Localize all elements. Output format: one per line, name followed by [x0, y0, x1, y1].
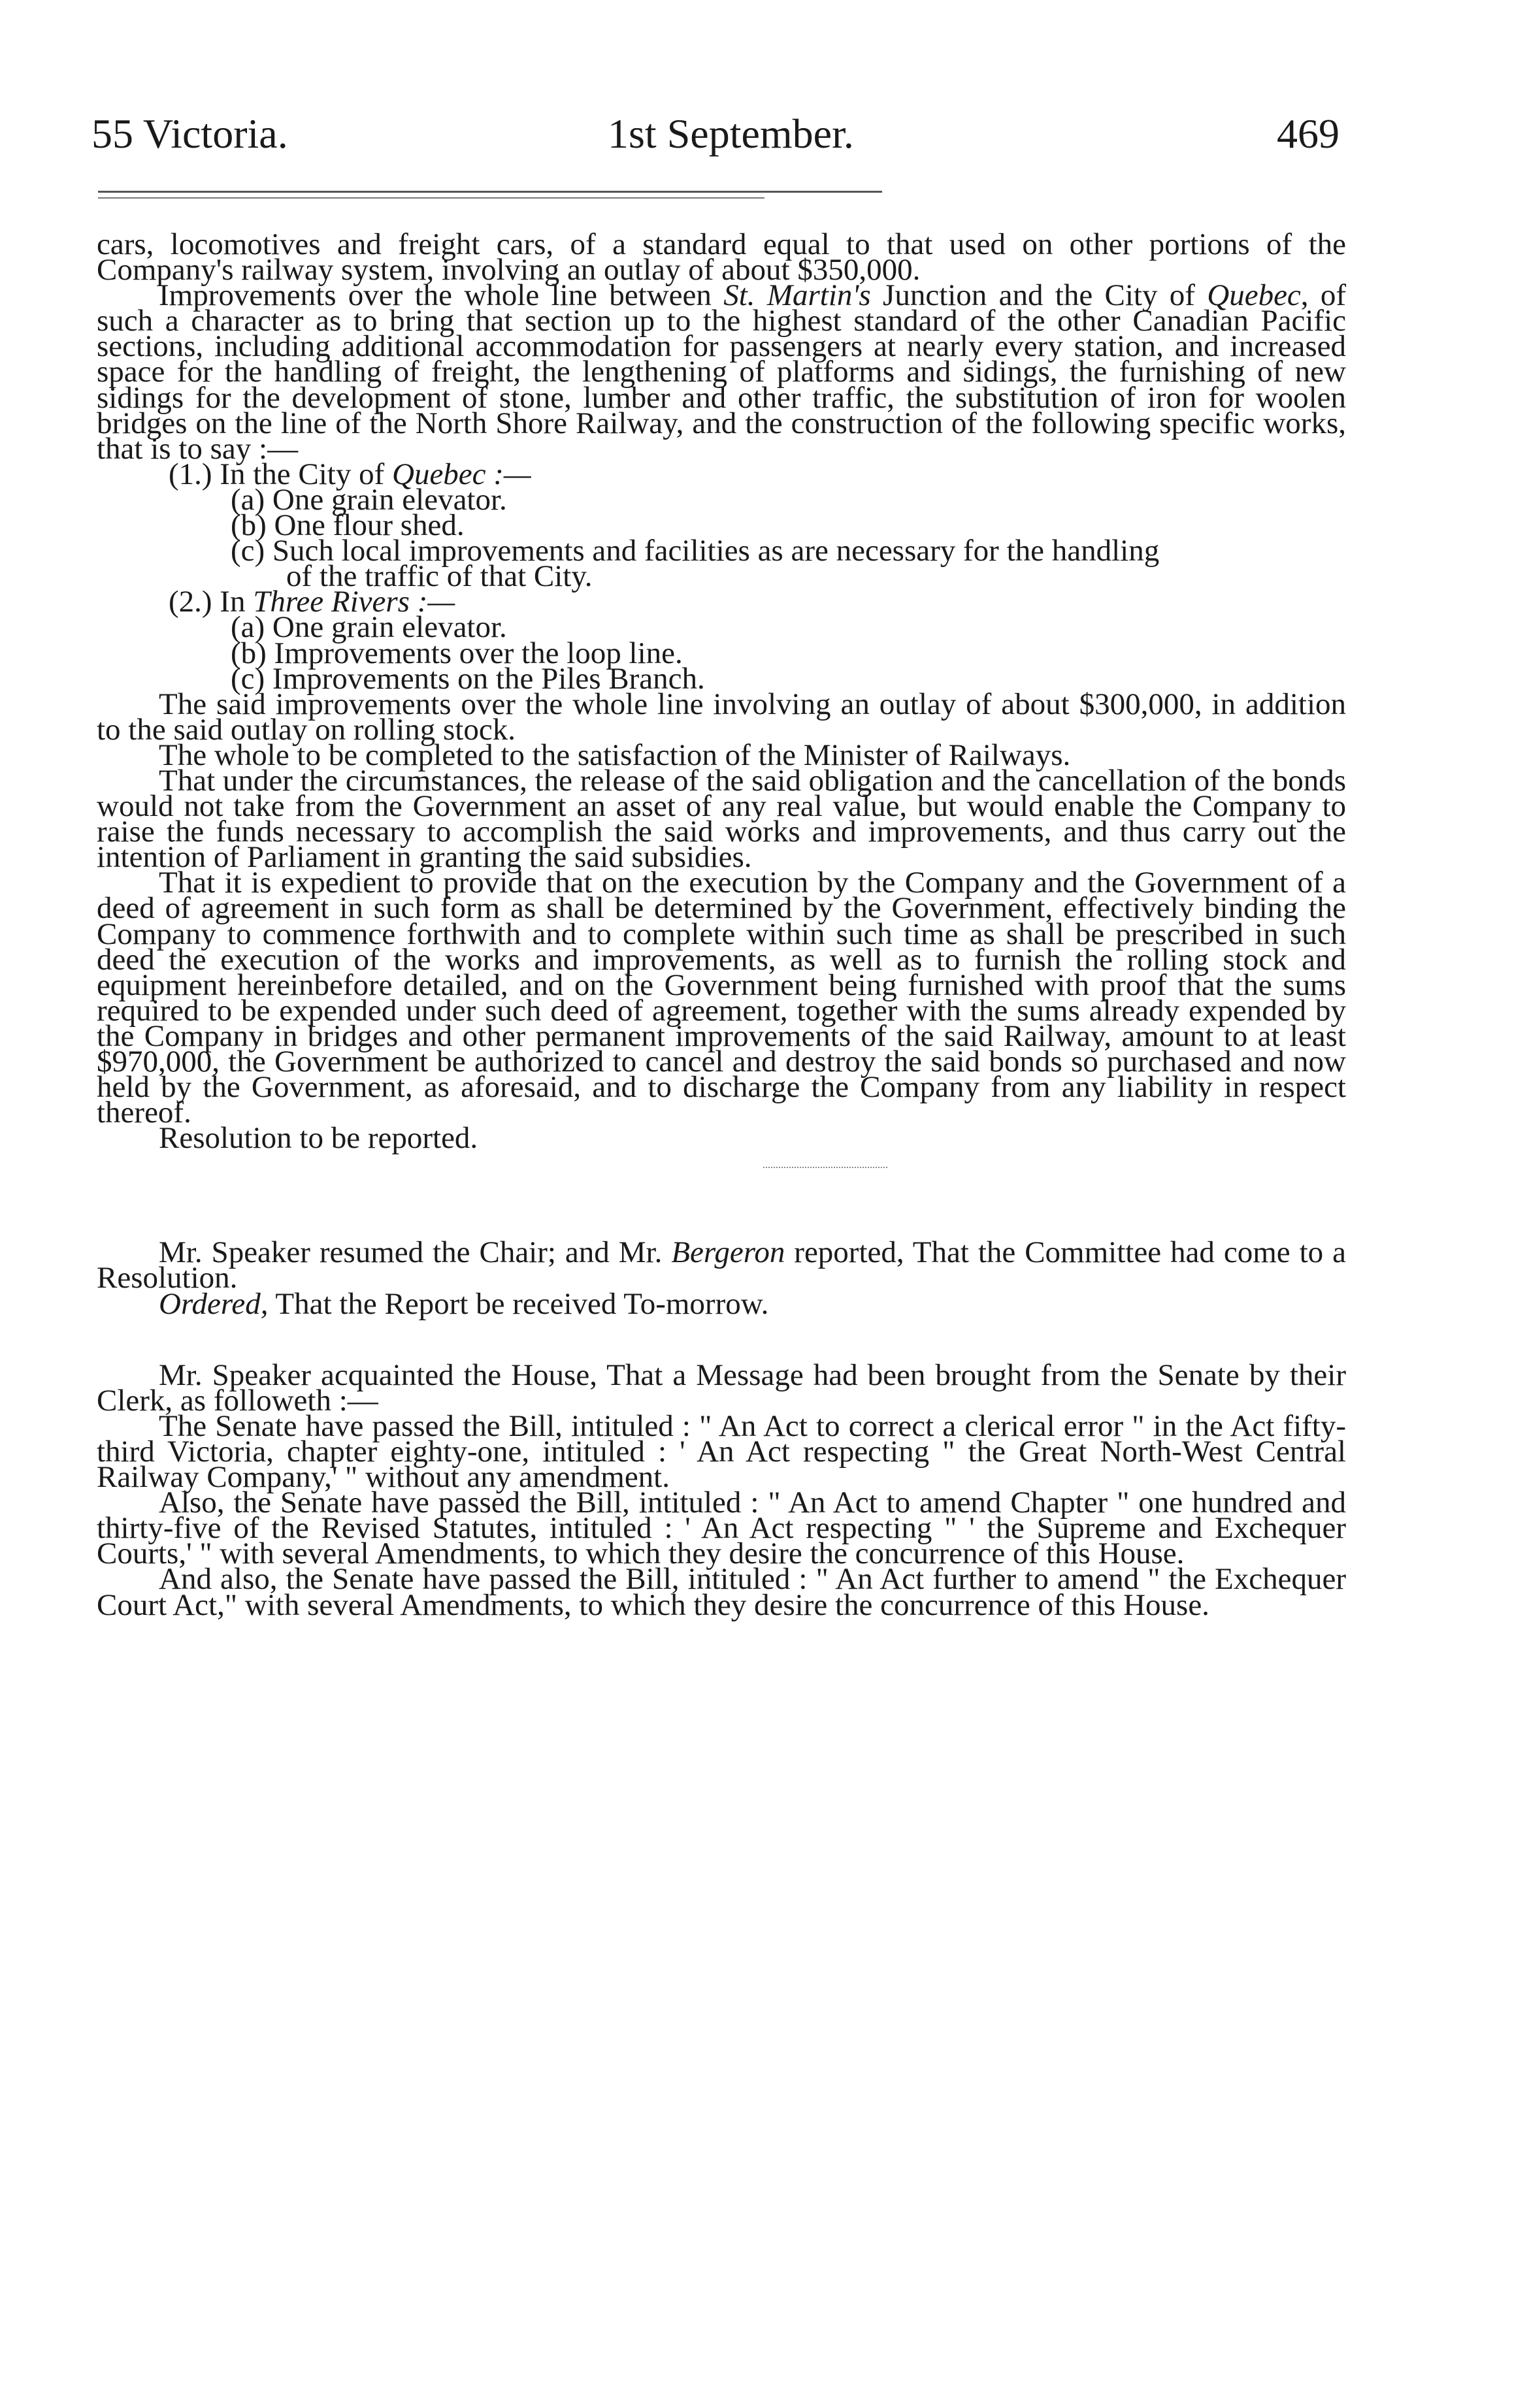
text-run: Mr. Speaker resumed the Chair; and Mr.	[159, 1235, 672, 1270]
paragraph-outlay: The said improvements over the whole line involving an outlay of about $300,000, in addition to the said outlay on rolling stock.	[97, 687, 1346, 747]
text-run: (2.) In	[169, 585, 254, 619]
text-run: That the Report be received To-morrow.	[268, 1286, 769, 1321]
paragraph-resolution: Resolution to be reported.	[159, 1121, 478, 1156]
paragraph-ordered	[97, 1286, 1346, 1321]
paragraph-deed-of-agreement: That it is expedient to provide that on the execution by the Company and the Government of a deed of agreement in such form as shall be determined by the Government, effectively binding the Company to commence forthwith and to complete within such time as shall be prescribed in such deed the execution of the works and improvements, as well as to furnish the rolling stock and equipment hereinbefore detailed, and on the Government being furnished with proof that the sums required to be expended under such deed of agreement, together with the sums already expended by the Company in bridges and other permanent improvements of the said Railway, amount to at least $970,000, the Government be authorized to cancel and destroy the said bonds so purchased and now held by the Government, as aforesaid, and to discharge the Company from any liability in respect thereof.	[97, 866, 1346, 1130]
page-date: 1st September.	[608, 110, 854, 157]
place-name: Quebec	[1207, 278, 1301, 313]
regnal-year: 55 Victoria.	[91, 110, 288, 157]
ordered-label: Ordered,	[159, 1286, 269, 1321]
text-run: reported, That the Committee had come to a Resolution.	[97, 1235, 1346, 1295]
page-header	[91, 110, 1340, 162]
paragraph-speaker-resumed	[97, 1235, 1346, 1295]
list-subitem: (a) One grain elevator.	[231, 482, 507, 517]
text-run: Improvements over the whole line between	[159, 278, 724, 313]
member-name: Bergeron	[671, 1235, 785, 1270]
list-subitem: (b) One flour shed.	[231, 508, 465, 543]
paragraph-bill-exchequer-court: And also, the Senate have passed the Bill, intituled : " An Act further to amend " the Exchequer Court Act," with several Amendments, to which they desire the concurrence of this House.	[97, 1562, 1346, 1622]
text-run: (c) Such local improvements and facilities as are necessary for the handling	[231, 534, 1160, 568]
text-run: , of such a character as to bring that section up to the highest standard of the other Canadian Pacific sections, including additional accommodation for passengers at nearly every station, and increased space for the handling of freight, the lengthening of platforms and sidings, the furnishing of new sidings for the development of stone, lumber and other traffic, the substitution of iron for woolen bridges on the line of the North Shore Railway, and the construction of the following specific works, that is to say :—	[97, 278, 1347, 466]
paragraph-completion: The whole to be completed to the satisfaction of the Minister of Railways.	[159, 738, 1071, 772]
place-name: Quebec :—	[392, 457, 531, 491]
list-subitem	[97, 534, 1346, 594]
place-name: St. Martin's	[723, 278, 871, 313]
list-subitem: (b) Improvements over the loop line.	[231, 636, 683, 670]
header-rule-secondary	[98, 197, 764, 199]
text-run: Junction and the City of	[870, 278, 1208, 313]
paragraph-bill-railway: The Senate have passed the Bill, intituled : " An Act to correct a clerical error " in the Act fifty-third Victoria, chapter eighty-one, intituled : ' An Act respecting " the Great North-West Central Railway Company,' " without any amendment.	[97, 1408, 1346, 1495]
page-number: 469	[1277, 110, 1340, 157]
list-subitem: (c) Improvements on the Piles Branch.	[231, 661, 705, 696]
paragraph-rolling-stock: cars, locomotives and freight cars, of a standard equal to that used on other portions of the Company's railway system, involving an outlay of about $350,000.	[97, 227, 1346, 287]
paragraph-bill-revised-statutes: Also, the Senate have passed the Bill, intituled : " An Act to amend Chapter " one hundred and thirty-five of the Revised Statutes, intituled : ' An Act respecting " ' the Supreme and Exchequer Courts,' " with several Amendments, to which they desire the concurrence of this House.	[97, 1486, 1346, 1571]
place-name: Three Rivers :—	[253, 585, 455, 619]
text-run: of the traffic of that City.	[286, 559, 593, 594]
journal-body	[97, 227, 1347, 1622]
text-run: (1.) In the City of	[169, 457, 392, 491]
header-rule	[98, 191, 882, 193]
paragraph-senate-message: Mr. Speaker acquainted the House, That a Message had been brought from the Senate by their Clerk, as followeth :—	[97, 1358, 1346, 1418]
paragraph-improvements	[97, 278, 1347, 466]
paragraph-circumstances: That under the circumstances, the release of the said obligation and the cancellation of the bonds would not take from the Government an asset of any real value, but would enable the Company to raise the funds necessary to accomplish the said works and improvements, and thus carry out the intention of Parliament in granting the said subsidies.	[97, 763, 1346, 875]
list-subitem: (a) One grain elevator.	[231, 610, 507, 645]
